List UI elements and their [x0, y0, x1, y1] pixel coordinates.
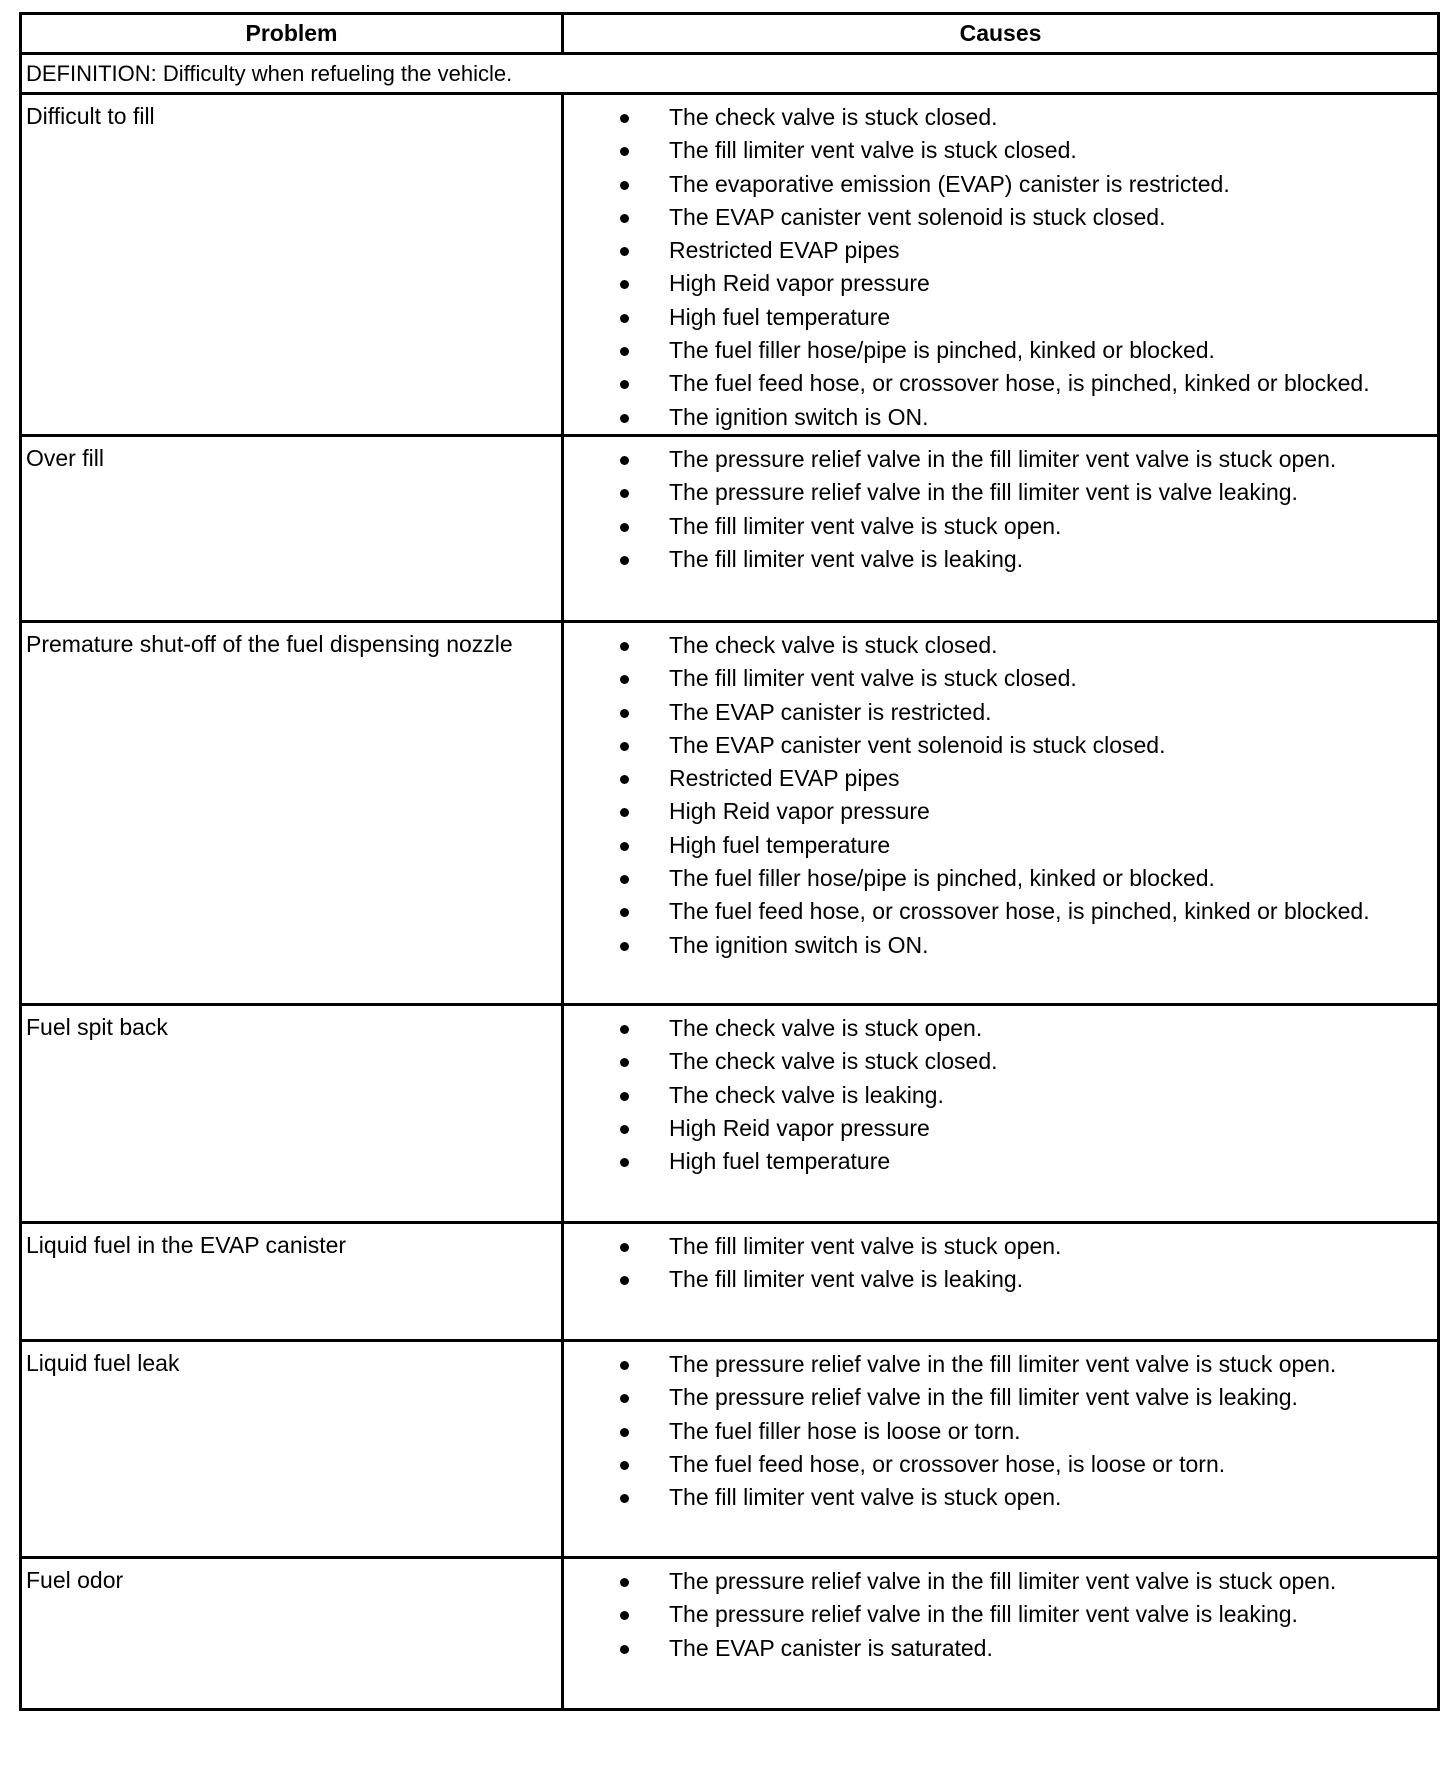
table-row — [21, 1222, 1439, 1340]
cause-item — [564, 168, 1437, 201]
cause-text: Restricted EVAP pipes — [669, 237, 900, 264]
cause-text: High fuel temperature — [669, 1148, 891, 1175]
bullet-icon — [620, 1276, 629, 1285]
cause-item — [564, 367, 1437, 400]
cause-text: The check valve is stuck closed. — [669, 104, 998, 130]
cause-list — [564, 629, 1437, 962]
bullet-icon — [620, 742, 629, 751]
bullet-icon — [620, 456, 629, 465]
cause-item — [564, 543, 1437, 576]
cause-text: The fill limiter vent valve is leaking. — [669, 545, 1024, 572]
table-row — [21, 1340, 1439, 1557]
cause-item — [564, 234, 1437, 267]
bullet-icon — [620, 114, 629, 123]
cause-item — [564, 1348, 1437, 1381]
diagnostic-table — [19, 12, 1440, 1711]
table-row — [21, 94, 1439, 436]
cause-text: The pressure relief valve in the fill limiter vent is valve leaking. — [669, 479, 1298, 506]
bullet-icon — [620, 1611, 629, 1620]
bullet-icon — [620, 1578, 629, 1587]
causes-cell — [563, 1004, 1439, 1222]
cause-text: The check valve is stuck closed. — [669, 631, 998, 658]
bullet-icon — [620, 1025, 629, 1034]
cause-text: The pressure relief valve in the fill limiter vent valve is stuck open. — [669, 1350, 1337, 1377]
bullet-icon — [620, 1428, 629, 1437]
bullet-icon — [620, 214, 629, 223]
bullet-icon — [620, 314, 629, 323]
cause-item — [564, 1079, 1437, 1112]
header-causes: Causes — [563, 14, 1439, 54]
cause-text: High Reid vapor pressure — [669, 1114, 930, 1141]
cause-item — [564, 1481, 1437, 1514]
bullet-icon — [620, 1243, 629, 1252]
causes-cell — [563, 435, 1439, 621]
causes-cell — [563, 1557, 1439, 1709]
cause-text: The ignition switch is ON. — [669, 931, 929, 958]
bullet-icon — [620, 247, 629, 256]
cause-item — [564, 1415, 1437, 1448]
bullet-icon — [620, 808, 629, 817]
cause-text: The pressure relief valve in the fill limiter vent valve is leaking. — [669, 1601, 1298, 1628]
cause-item — [564, 1565, 1437, 1598]
cause-text: The check valve is stuck open. — [669, 1014, 983, 1041]
bullet-icon — [620, 942, 629, 951]
cause-list — [564, 1230, 1437, 1297]
causes-cell — [563, 1340, 1439, 1557]
cause-item — [564, 1381, 1437, 1414]
bullet-icon — [620, 489, 629, 498]
cause-item — [564, 729, 1437, 762]
cause-text: The fill limiter vent valve is stuck closed. — [669, 665, 1077, 692]
cause-text: High fuel temperature — [669, 303, 891, 330]
cause-item — [564, 662, 1437, 695]
bullet-icon — [620, 280, 629, 289]
cause-text: The EVAP canister vent solenoid is stuck closed. — [669, 203, 1166, 230]
cause-item — [564, 795, 1437, 828]
bullet-icon — [620, 1092, 629, 1101]
cause-text: The EVAP canister is restricted. — [669, 698, 992, 725]
cause-list — [564, 101, 1437, 434]
bullet-icon — [620, 556, 629, 565]
bullet-icon — [620, 1361, 629, 1370]
cause-item — [564, 1145, 1437, 1178]
cause-item — [564, 762, 1437, 795]
cause-text: The evaporative emission (EVAP) canister is restricted. — [669, 170, 1230, 197]
cause-list — [564, 1565, 1437, 1665]
bullet-icon — [620, 414, 629, 423]
cause-item — [564, 862, 1437, 895]
bullet-icon — [620, 842, 629, 851]
cause-text: The pressure relief valve in the fill limiter vent valve is stuck open. — [669, 1567, 1337, 1594]
bullet-icon — [620, 1494, 629, 1503]
cause-text: The fill limiter vent valve is stuck open. — [669, 1232, 1062, 1259]
table-row — [21, 1004, 1439, 1222]
bullet-icon — [620, 908, 629, 917]
causes-cell — [563, 621, 1439, 1004]
bullet-icon — [620, 1394, 629, 1403]
cause-item — [564, 629, 1437, 662]
header-problem: Problem — [21, 14, 563, 54]
cause-item — [564, 829, 1437, 862]
cause-item — [564, 510, 1437, 543]
bullet-icon — [620, 709, 629, 718]
table-row — [21, 621, 1439, 1004]
cause-text: The fuel filler hose/pipe is pinched, kinked or blocked. — [669, 337, 1215, 364]
cause-list — [564, 1348, 1437, 1514]
definition-text: DEFINITION: Difficulty when refueling the vehicle. — [21, 54, 1439, 94]
cause-item — [564, 201, 1437, 234]
problem-cell: Liquid fuel leak — [21, 1340, 563, 1557]
cause-list — [564, 443, 1437, 576]
table-row — [21, 1557, 1439, 1709]
definition-row — [21, 54, 1439, 94]
bullet-icon — [620, 1645, 629, 1654]
bullet-icon — [620, 1125, 629, 1134]
cause-text: The fuel feed hose, or crossover hose, is pinched, kinked or blocked. — [669, 370, 1370, 397]
cause-item — [564, 1012, 1437, 1045]
problem-cell: Premature shut-off of the fuel dispensing nozzle — [21, 621, 563, 1004]
cause-text: The EVAP canister is saturated. — [669, 1634, 993, 1661]
cause-text: High Reid vapor pressure — [669, 270, 930, 297]
bullet-icon — [620, 380, 629, 389]
bullet-icon — [620, 523, 629, 532]
cause-text: The check valve is stuck closed. — [669, 1048, 998, 1075]
table-row — [21, 435, 1439, 621]
causes-cell — [563, 1222, 1439, 1340]
problem-cell: Fuel odor — [21, 1557, 563, 1709]
cause-text: The EVAP canister vent solenoid is stuck closed. — [669, 731, 1166, 758]
header-row — [21, 14, 1439, 54]
cause-text: The ignition switch is ON. — [669, 403, 929, 430]
problem-cell: Fuel spit back — [21, 1004, 563, 1222]
bullet-icon — [620, 1058, 629, 1067]
problem-cell: Over fill — [21, 435, 563, 621]
cause-text: The fuel feed hose, or crossover hose, is pinched, kinked or blocked. — [669, 898, 1370, 925]
problem-cell: Liquid fuel in the EVAP canister — [21, 1222, 563, 1340]
cause-item — [564, 1598, 1437, 1631]
bullet-icon — [620, 1461, 629, 1470]
cause-text: The check valve is leaking. — [669, 1081, 944, 1108]
cause-text: High Reid vapor pressure — [669, 798, 930, 825]
cause-item — [564, 696, 1437, 729]
bullet-icon — [620, 181, 629, 190]
cause-item — [564, 895, 1437, 928]
cause-text: The fuel filler hose is loose or torn. — [669, 1417, 1021, 1444]
bullet-icon — [620, 775, 629, 784]
problem-cell: Difficult to fill — [21, 94, 563, 436]
cause-text: The pressure relief valve in the fill limiter vent valve is stuck open. — [669, 445, 1337, 472]
cause-text: High fuel temperature — [669, 831, 891, 858]
cause-item — [564, 134, 1437, 167]
cause-item — [564, 401, 1437, 434]
cause-item — [564, 301, 1437, 334]
bullet-icon — [620, 642, 629, 651]
cause-item — [564, 1045, 1437, 1078]
bullet-icon — [620, 675, 629, 684]
cause-item — [564, 334, 1437, 367]
cause-text: The pressure relief valve in the fill limiter vent valve is leaking. — [669, 1384, 1298, 1411]
cause-text: Restricted EVAP pipes — [669, 765, 900, 792]
bullet-icon — [620, 1158, 629, 1167]
cause-item — [564, 1632, 1437, 1665]
cause-item — [564, 101, 1437, 134]
cause-item — [564, 476, 1437, 509]
bullet-icon — [620, 147, 629, 156]
cause-text: The fuel filler hose/pipe is pinched, kinked or blocked. — [669, 865, 1215, 892]
cause-item — [564, 443, 1437, 476]
cause-item — [564, 1448, 1437, 1481]
cause-item — [564, 1112, 1437, 1145]
cause-text: The fill limiter vent valve is stuck open. — [669, 1484, 1062, 1511]
cause-item — [564, 1230, 1437, 1263]
cause-text: The fill limiter vent valve is leaking. — [669, 1266, 1024, 1293]
cause-list — [564, 1012, 1437, 1178]
bullet-icon — [620, 347, 629, 356]
causes-cell — [563, 94, 1439, 436]
cause-item — [564, 929, 1437, 962]
cause-text: The fill limiter vent valve is stuck open. — [669, 512, 1062, 539]
bullet-icon — [620, 875, 629, 884]
cause-text: The fill limiter vent valve is stuck closed. — [669, 137, 1077, 164]
cause-text: The fuel feed hose, or crossover hose, is loose or torn. — [669, 1450, 1226, 1477]
cause-item — [564, 1263, 1437, 1296]
cause-item — [564, 267, 1437, 300]
